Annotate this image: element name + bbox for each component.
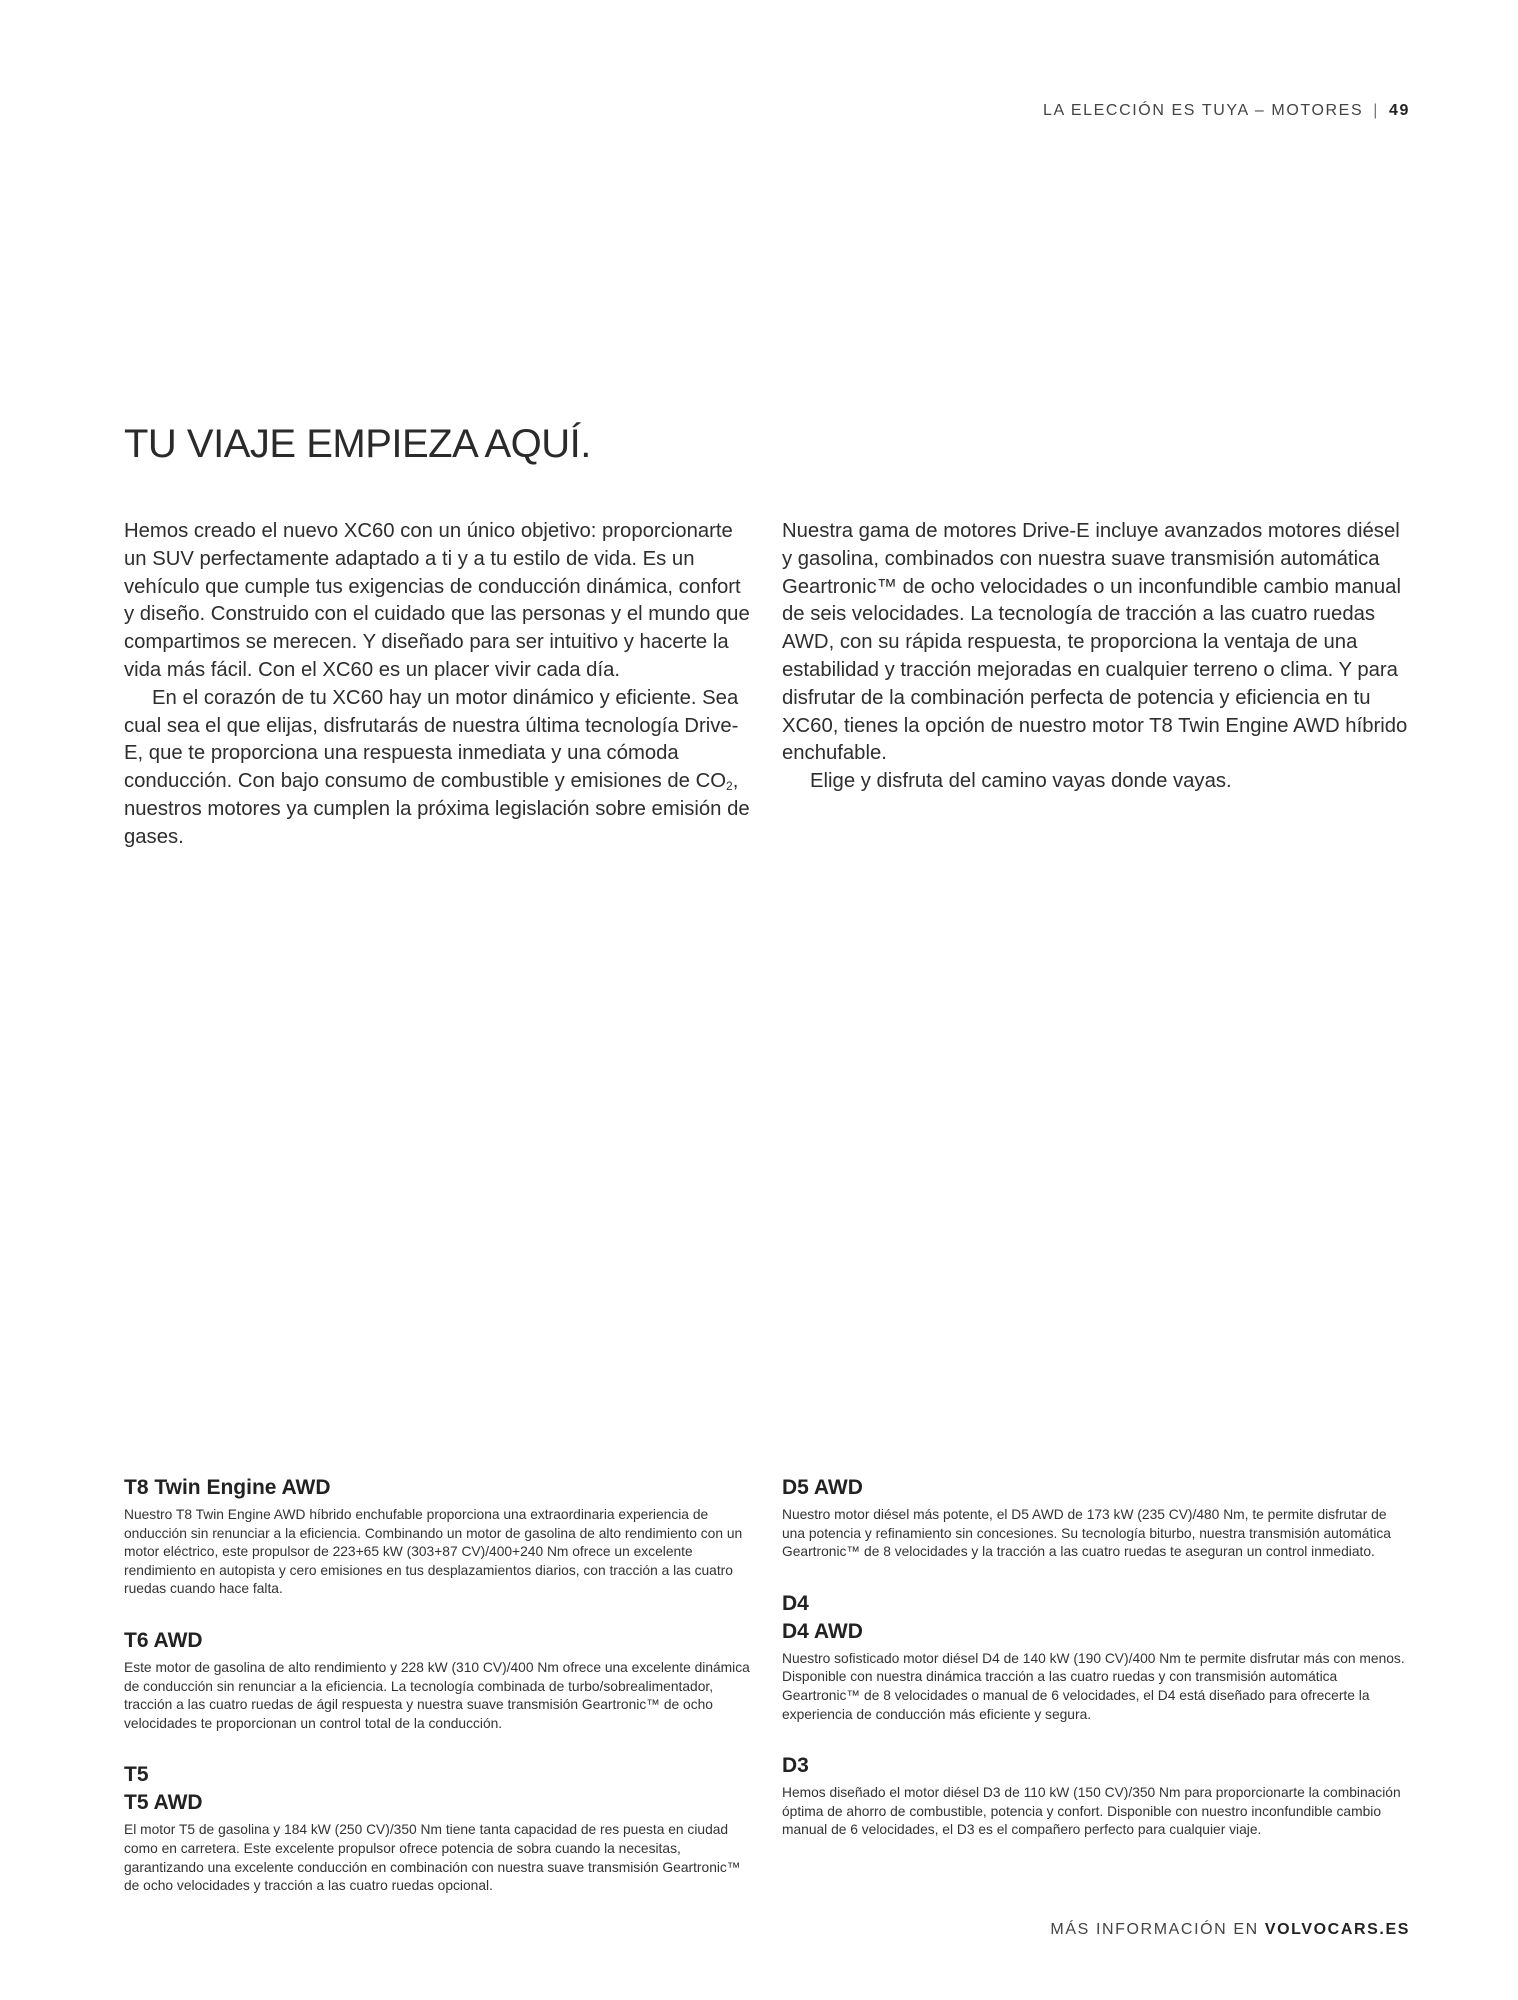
engine-title-line: D5 AWD bbox=[782, 1476, 863, 1499]
engine-description: Nuestro motor diésel más potente, el D5 AWD de 173 kW (235 CV)/480 Nm, te permite disfrutar de una potencia y refinamiento sin concesiones. Su tecnología biturbo, nuestra transmisión automática Geartronic™ de 8 velocidades y la tracción a las cuatro ruedas te aseguran un control inmediato. bbox=[782, 1507, 1391, 1560]
page-number: 49 bbox=[1389, 102, 1410, 119]
engine-title bbox=[782, 1474, 1408, 1502]
engine-description: Nuestro T8 Twin Engine AWD híbrido enchufable proporciona una extraordinaria experiencia de onducción sin renunciar a la eficiencia. Combinando un motor de gasolina de alto rendimiento con un motor eléctrico, este propulsor de 223+65 kW (303+87 CV)/400+240 Nm ofrece un excelente rendimiento en autopista y cero emisiones en tus desplazamientos diarios, con tracción a las cuatro ruedas cuando hace falta. bbox=[124, 1507, 743, 1597]
engine-title-line: T8 Twin Engine AWD bbox=[124, 1476, 331, 1499]
engine-title bbox=[782, 1590, 1408, 1646]
engine-d3 bbox=[782, 1752, 1408, 1840]
intro-left-paragraph-2 bbox=[124, 685, 750, 852]
footer-prefix: MÁS INFORMACIÓN EN bbox=[1050, 1921, 1259, 1938]
engine-d4 bbox=[782, 1590, 1408, 1724]
engine-t5 bbox=[124, 1761, 750, 1895]
header-separator: | bbox=[1373, 102, 1379, 119]
running-header bbox=[1043, 102, 1410, 120]
footer bbox=[1050, 1921, 1410, 1939]
engine-title bbox=[782, 1752, 1408, 1780]
engine-d5-awd bbox=[782, 1474, 1408, 1562]
engine-descriptions bbox=[124, 1474, 1408, 1924]
engine-title-line: D3 bbox=[782, 1754, 809, 1778]
engines-column-right bbox=[782, 1474, 1408, 1924]
page-title: TU VIAJE EMPIEZA AQUÍ. bbox=[124, 422, 591, 466]
engine-title-line: D4 bbox=[782, 1591, 809, 1615]
engine-title-line: T5 AWD bbox=[124, 1791, 203, 1815]
engine-t6-awd bbox=[124, 1627, 750, 1733]
intro-column-right bbox=[782, 518, 1408, 852]
section-label: LA ELECCIÓN ES TUYA – MOTORES bbox=[1042, 102, 1364, 119]
engine-description: Este motor de gasolina de alto rendimiento y 228 kW (310 CV)/400 Nm ofrece una excelente dinámica de conducción sin renunciar a la eficiencia. La tecnología combinada de turbo/sobrealimentador, tracción a las cuatro ruedas de ágil respuesta y nuestra suave transmisión Geartronic™ de ocho velocidades te proporcionan un control total de la conducción. bbox=[124, 1659, 750, 1731]
engine-title-line: T6 AWD bbox=[124, 1628, 203, 1652]
intro-left-p2-text: En el corazón de tu XC60 hay un motor dinámico y eficiente. Sea cual sea el que elijas, disfrutarás de nuestra última tecnología Drive-E, que te proporciona una respuesta inmediata y una cómoda conducción. Con bajo consumo de combustible y emisiones de CO bbox=[124, 686, 739, 793]
engine-t8-twin-engine-awd bbox=[124, 1474, 750, 1599]
intro-column-left bbox=[124, 518, 750, 852]
engine-title bbox=[124, 1474, 750, 1502]
engines-column-left bbox=[124, 1474, 750, 1924]
intro-right-paragraph-2: Elige y disfruta del camino vayas donde vayas. bbox=[810, 770, 1232, 793]
intro-left-paragraph-1: Hemos creado el nuevo XC60 con un único objetivo: proporcionarte un SUV perfectamente adaptado a ti y a tu estilo de vida. Es un vehículo que cumple tus exigencias de conducción dinámica, confort y diseño. Construido con el cuidado que las personas y el mundo que compartimos se merecen. Y diseñado para ser intuitivo y hacerte la vida más fácil. Con el XC60 es un placer vivir cada día. bbox=[124, 520, 750, 681]
co2-subscript: 2 bbox=[726, 779, 733, 794]
engine-description: Nuestro sofisticado motor diésel D4 de 140 kW (190 CV)/400 Nm te permite disfrutar más con menos. Disponible con nuestra dinámica tracción a las cuatro ruedas y con transmisión automática Geartronic™ de 8 velocidades o manual de 6 velocidades, el D4 está diseñado para ofrecerte la experiencia de conducción más eficiente y segura. bbox=[782, 1650, 1405, 1722]
intro-left-p2-end: , nuestros motores ya cumplen la próxima legislación sobre emisión de gases. bbox=[124, 770, 750, 848]
engine-title bbox=[124, 1627, 750, 1655]
footer-website-link[interactable]: VOLVOCARS.ES bbox=[1264, 1921, 1410, 1938]
engine-title-line: D4 AWD bbox=[782, 1619, 863, 1643]
engine-title-line: T5 bbox=[124, 1763, 149, 1787]
intro-right-paragraph-1: Nuestra gama de motores Drive-E incluye avanzados motores diésel y gasolina, combinados con nuestra suave transmisión automática Geartronic™ de ocho velocidades o un inconfundible cambio manual de seis velocidades. La tecnología de tracción a las cuatro ruedas AWD, con su rápida respuesta, te proporciona la ventaja de una estabilidad y tracción mejoradas en cualquier terreno o clima. Y para disfrutar de la combinación perfecta de potencia y eficiencia en tu XC60, tienes la opción de nuestro motor T8 Twin Engine AWD híbrido enchufable. bbox=[782, 520, 1408, 765]
intro-text bbox=[124, 518, 1408, 852]
engine-description: Hemos diseñado el motor diésel D3 de 110 kW (150 CV)/350 Nm para proporcionarte la combinación óptima de ahorro de combustible, potencia y confort. Disponible con nuestro inconfundible cambio manual de 6 velocidades, el D3 es el compañero perfecto para cualquier viaje. bbox=[782, 1785, 1401, 1838]
engine-description: El motor T5 de gasolina y 184 kW (250 CV)/350 Nm tiene tanta capacidad de res puesta en ciudad como en carretera. Este excelente propulsor ofrece potencia de sobra cuando la necesitas, garantizando una excelente conducción en combinación con nuestra suave transmisión Geartronic™ de ocho velocidades y tracción a las cuatro ruedas opcional. bbox=[124, 1822, 741, 1894]
engine-title bbox=[124, 1761, 750, 1817]
